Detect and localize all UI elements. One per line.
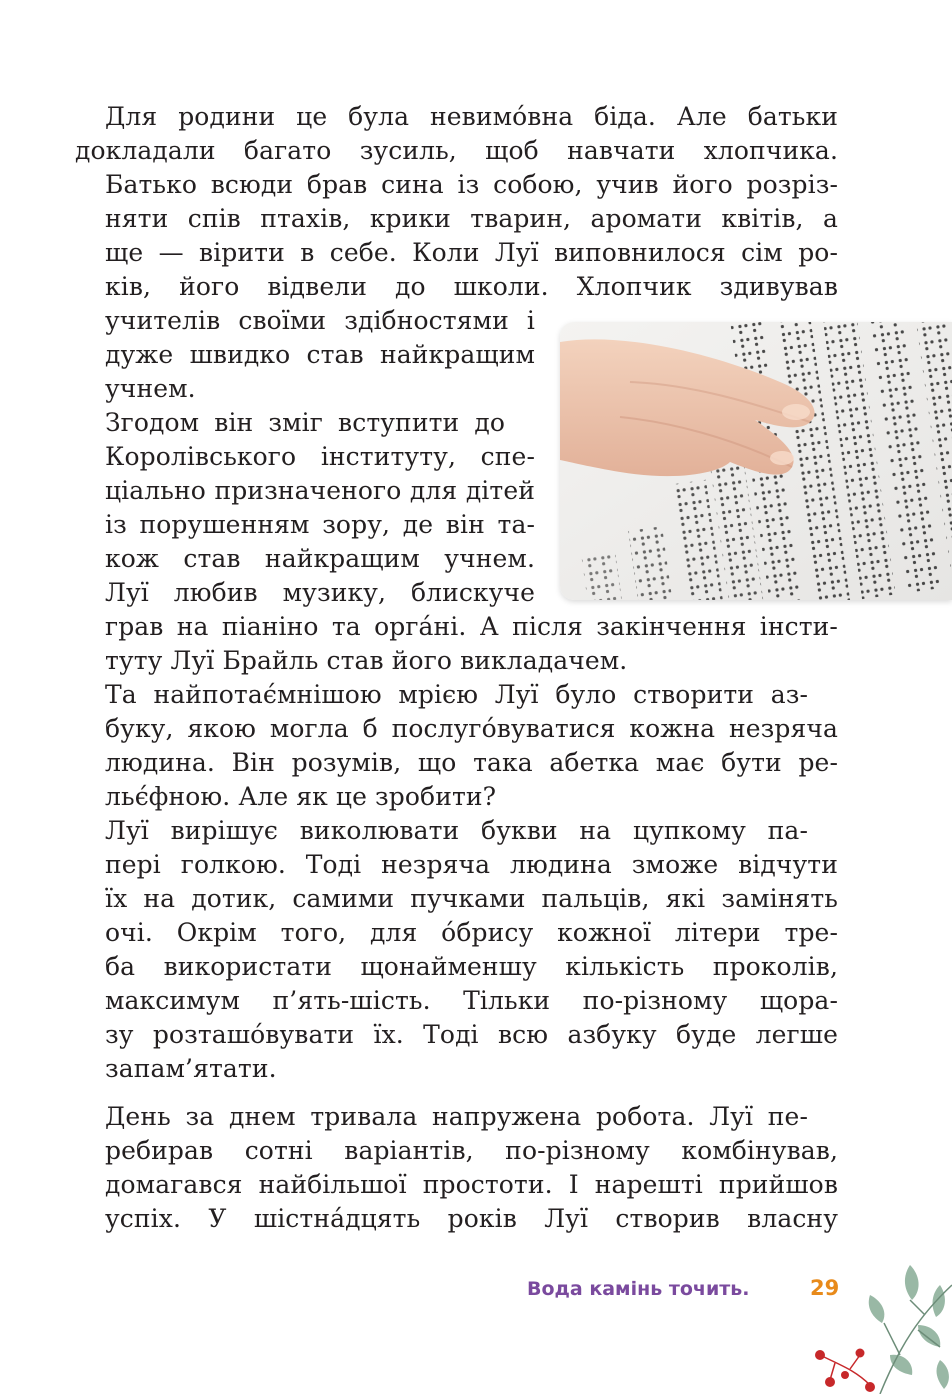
text-line: із порушенням зору, де він та- — [105, 510, 535, 539]
text-line: грав на піаніно та орга́ні. А після закінчення інсти- — [105, 612, 838, 641]
text-line: Згодом він зміг вступити до — [105, 408, 505, 437]
body-text — [75, 100, 838, 1236]
text-line: Луї любив музику, блискуче — [105, 578, 535, 607]
paragraph-4 — [75, 814, 838, 1086]
text-line: Для родини це була невимо́вна біда. Але батьки — [105, 102, 838, 131]
text-line: очі. Окрім того, для о́брису кожної літери тре- — [105, 918, 838, 947]
text-line: ків, його відвели до школи. Хлопчик здивував — [105, 272, 838, 301]
text-line: запам’ятати. — [105, 1054, 277, 1083]
text-line: кож став найкращим учнем. — [105, 544, 535, 573]
text-line: зу розташо́вувати їх. Тоді всю азбуку буде легше — [105, 1020, 838, 1049]
text-line: няти спів птахів, крики тварин, аромати квітів, а — [105, 204, 838, 233]
text-line: ребирав сотні варіантів, по-різному комбінував, — [105, 1136, 838, 1165]
text-line: День за днем тривала напружена робота. Луї пе- — [105, 1102, 808, 1131]
text-line: буку, якою могла б послуго́вуватися кожна незряча — [105, 714, 838, 743]
text-line: учнем. — [105, 374, 196, 403]
braille-hand-image — [560, 322, 952, 600]
text-line: максимум п’ять-шість. Тільки по-різному щора- — [105, 986, 838, 1015]
paragraph-5 — [75, 1100, 838, 1236]
text-line: Королівського інституту, спе- — [105, 442, 535, 471]
book-section-title: Вода камінь точить. — [527, 1278, 750, 1300]
text-line: туту Луї Брайль став його викладачем. — [105, 646, 628, 675]
text-line: успіх. У шістна́дцять років Луї створив власну — [105, 1204, 838, 1233]
text-line: людина. Він розумів, що така абетка має бути ре- — [105, 748, 838, 777]
text-line: докладали багато зусиль, щоб навчати хлопчика. — [75, 136, 838, 165]
text-line: пері голкою. Тоді незряча людина зможе відчути — [105, 850, 838, 879]
text-line: ба використати щонайменшу кількість проколів, — [105, 952, 838, 981]
text-line: дуже швидко став найкращим — [105, 340, 535, 369]
text-line: домагався найбільшої простоти. І нарешті прийшов — [105, 1170, 838, 1199]
berry-branch-decoration — [800, 1255, 952, 1394]
text-line: ще — вірити в себе. Коли Луї виповнилося сім ро- — [105, 238, 838, 267]
paragraph-3 — [75, 678, 838, 814]
page-number: 29 — [810, 1276, 840, 1300]
text-line: учителів своїми здібностями і — [105, 306, 535, 335]
text-line: їх на дотик, самими пучками пальців, які замінять — [105, 884, 838, 913]
text-line: Та найпотає́мнішою мрією Луї було створити аз- — [105, 680, 808, 709]
braille-reading-photo — [560, 322, 952, 600]
text-line: ціально призначеного для дітей — [105, 476, 535, 505]
text-line: льє́фною. Але як це зробити? — [105, 782, 497, 811]
text-line: Батько всюди брав сина із собою, учив його розріз- — [105, 170, 838, 199]
text-line: Луї вирішує виколювати букви на цупкому па- — [105, 816, 808, 845]
